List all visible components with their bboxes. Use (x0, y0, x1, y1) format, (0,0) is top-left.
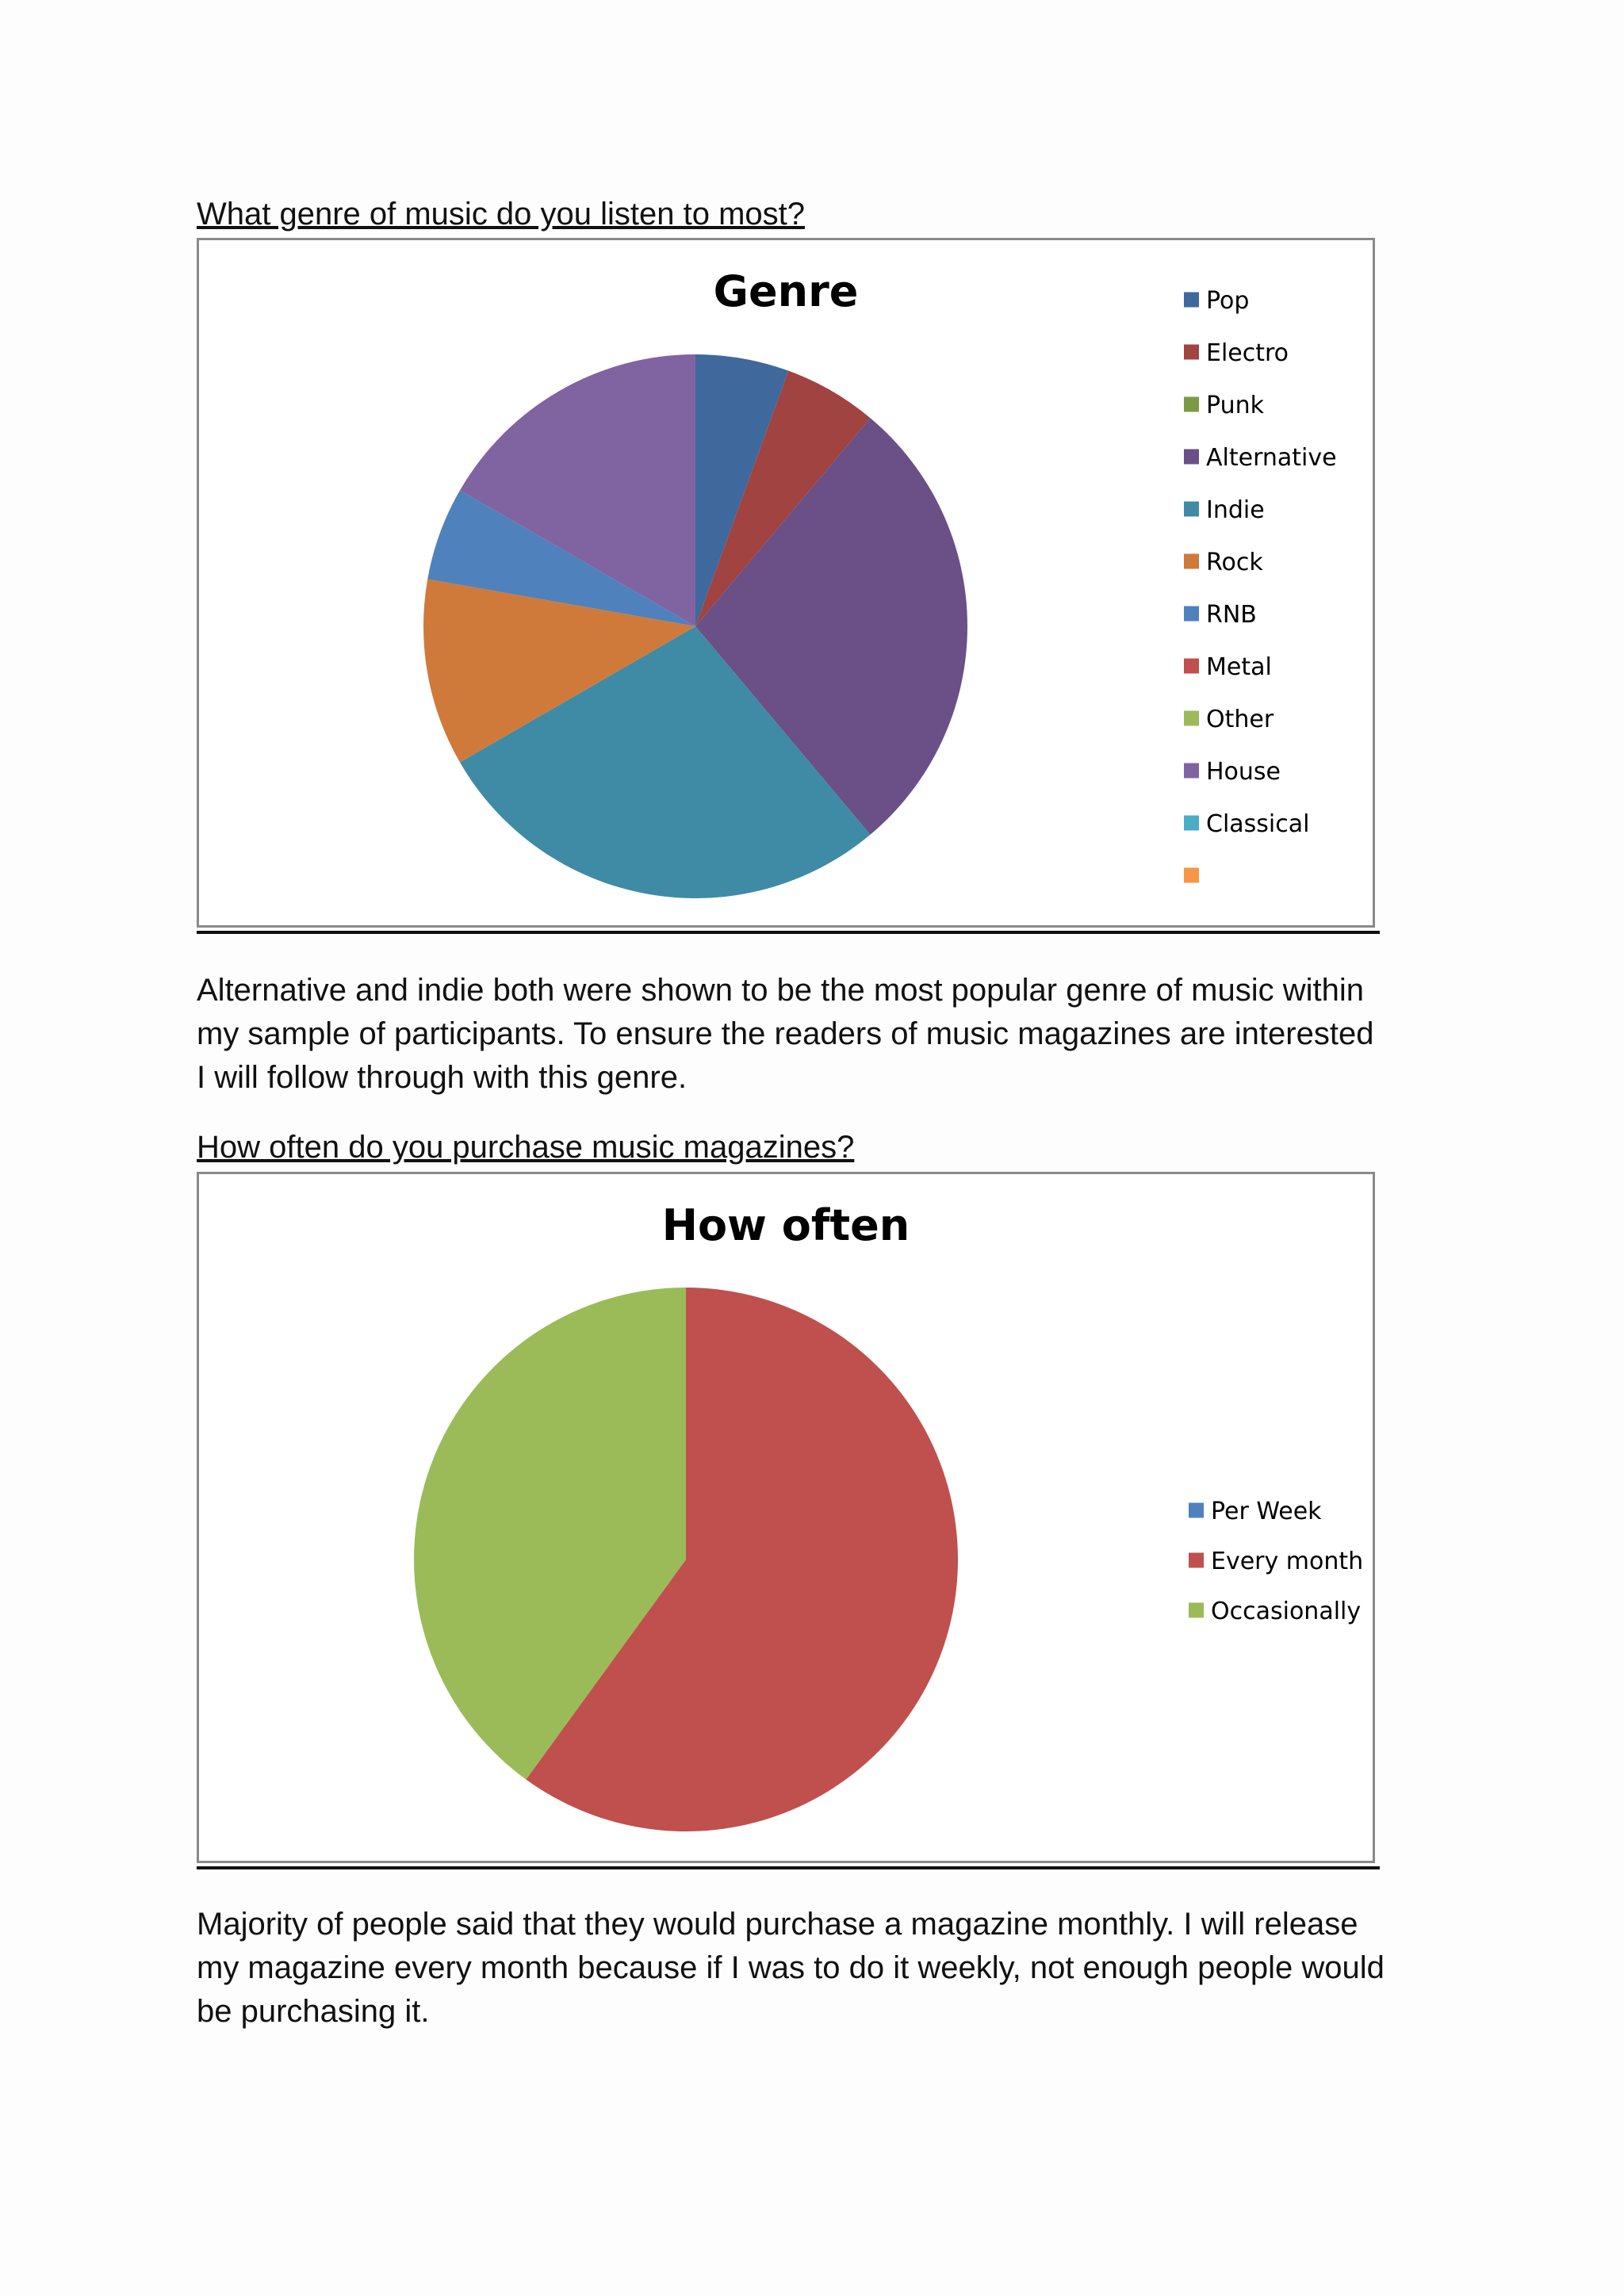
paragraph-line: my sample of participants. To ensure the readers of music magazines are interested (197, 1016, 1374, 1051)
legend-swatch (1184, 607, 1199, 622)
legend-label: Electro (1206, 339, 1289, 367)
legend-label: Rock (1206, 548, 1263, 576)
legend-label: Metal (1206, 652, 1272, 681)
legend-swatch (1184, 711, 1199, 726)
paragraph-line: my magazine every month because if I was to do it weekly, not enough people would (197, 1950, 1385, 1985)
paragraph-line: be purchasing it. (197, 1994, 430, 2029)
question-genre: What genre of music do you listen to most? (197, 197, 806, 232)
legend-swatch (1189, 1503, 1204, 1518)
genre-analysis-paragraph (197, 969, 1434, 1100)
legend-swatch (1184, 659, 1199, 674)
legend-label: Punk (1206, 391, 1264, 419)
legend-swatch (1184, 763, 1199, 779)
legend-swatch (1184, 816, 1199, 831)
legend-label: Per Week (1211, 1497, 1322, 1525)
question-how-often: How often do you purchase music magazines? (197, 1130, 855, 1165)
legend-label: Classical (1206, 809, 1310, 838)
legend-swatch (1189, 1603, 1204, 1618)
paragraph-line: Alternative and indie both were shown to be the most popular genre of music within (197, 973, 1364, 1008)
legend-label: Every month (1211, 1547, 1364, 1575)
legend-swatch (1184, 502, 1199, 517)
legend-label: House (1206, 757, 1281, 786)
how-often-chart (197, 1172, 1375, 1863)
legend-label: Alternative (1206, 443, 1337, 472)
legend-swatch (1184, 345, 1199, 360)
legend-swatch (1184, 397, 1199, 412)
paragraph-line: I will follow through with this genre. (197, 1060, 688, 1095)
legend-label: RNB (1206, 600, 1257, 629)
chart-title: Genre (713, 266, 859, 316)
how-often-analysis-paragraph (197, 1903, 1434, 2034)
divider-line (197, 1866, 1380, 1869)
legend-swatch (1184, 868, 1199, 883)
paragraph-line: Majority of people said that they would purchase a magazine monthly. I will release (197, 1907, 1358, 1942)
legend-label: Indie (1206, 496, 1265, 524)
chart-title: How often (661, 1200, 910, 1250)
legend-label: Pop (1206, 286, 1250, 315)
legend-label: Other (1206, 705, 1274, 733)
legend-swatch (1189, 1553, 1204, 1568)
genre-chart (197, 238, 1375, 928)
how-often-pie-chart (199, 1174, 1373, 1861)
legend-swatch (1184, 450, 1199, 465)
legend-label: Occasionally (1211, 1597, 1362, 1625)
divider-line (197, 931, 1380, 934)
legend-swatch (1184, 293, 1199, 308)
genre-pie-chart (199, 240, 1373, 925)
legend-swatch (1184, 554, 1199, 569)
